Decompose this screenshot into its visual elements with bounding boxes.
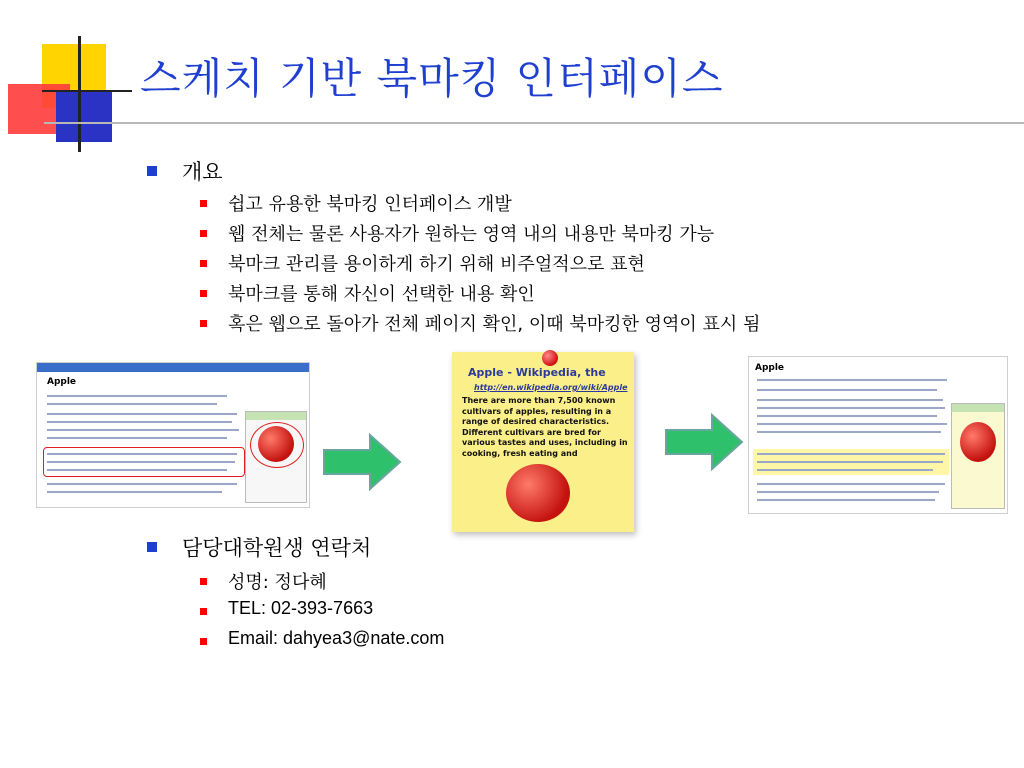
overview-item: 혹은 웹으로 돌아가 전체 페이지 확인, 이때 북마킹한 영역이 표시 됨 [228,314,761,335]
note-url: http://en.wikipedia.org/wiki/Apple [474,383,628,392]
overview-item: 북마크 관리를 용이하게 하기 위해 비주얼적으로 표현 [228,254,645,275]
bullet-level2-icon [200,638,207,645]
note-text: There are more than 7,500 known cultivars of apples, resulting in a range of desired characteristics. Different cultivars are bred for various tastes and uses, including in cooking, fresh eating and [462,396,628,458]
right-page-title: Apple [755,363,785,373]
contact-heading: 담당대학원생 연락처 [182,536,372,560]
decor-vertical-line [78,36,81,152]
bullet-level2-icon [200,608,207,615]
decor-horizontal-line [42,90,132,92]
bullet-level2-icon [200,578,207,585]
overview-item: 웹 전체는 물론 사용자가 원하는 영역 내의 내용만 북마킹 가능 [228,224,715,245]
left-page-title: Apple [47,377,77,387]
contact-name: 성명: 정다혜 [228,572,327,593]
bullet-level1-icon [147,166,157,176]
arrow-right-icon [664,412,744,472]
bullet-level1-icon [147,542,157,552]
sticky-note [452,352,634,532]
arrow-right-icon [322,432,402,492]
decor-blue-square [56,92,112,142]
contact-email: Email: dahyea3@nate.com [228,628,445,648]
bullet-level2-icon [200,290,207,297]
overview-item: 쉽고 유용한 북마킹 인터페이스 개발 [228,194,512,215]
bullet-level2-icon [200,320,207,327]
browser-screenshot-right [748,356,1008,514]
title-divider [44,122,1024,124]
bullet-level2-icon [200,230,207,237]
overview-heading: 개요 [182,160,223,184]
apple-photo-icon [506,464,570,522]
page-title: 스케치 기반 북마킹 인터페이스 [140,54,724,103]
apple-photo-icon [960,422,996,462]
bullet-level2-icon [200,260,207,267]
pushpin-icon [542,350,558,366]
browser-screenshot-left [36,362,310,508]
overview-item: 북마크를 통해 자신이 선택한 내용 확인 [228,284,535,305]
note-title: Apple - Wikipedia, the [468,366,606,379]
contact-phone: TEL: 02-393-7663 [228,598,374,618]
bullet-level2-icon [200,200,207,207]
